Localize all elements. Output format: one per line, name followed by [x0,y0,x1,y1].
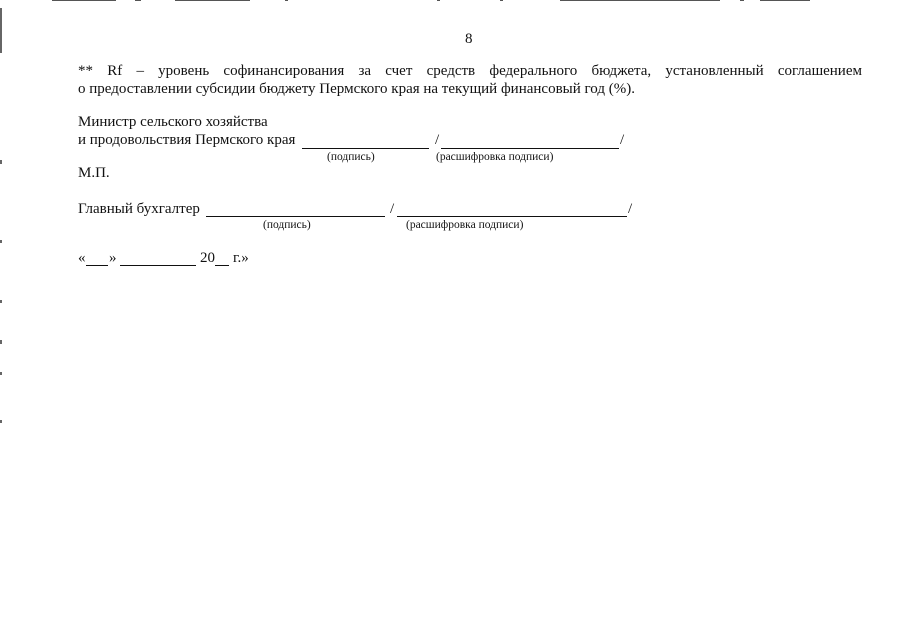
minister-slash-open: / [435,132,440,148]
date-open-quote: « [78,250,86,266]
minister-decoding-caption: (расшифровка подписи) [436,151,554,163]
accountant-signature-line [206,216,385,217]
date-year-suffix: г.» [233,250,249,266]
accountant-slash-close: / [628,201,633,217]
date-day-line [86,265,108,266]
date-year-line [215,265,229,266]
page-number: 8 [465,31,473,47]
date-year-prefix: 20 [200,250,215,266]
stamp-place-label: М.П. [78,165,110,181]
footnote-line-2: о предоставлении субсидии бюджету Пермского края на текущий финансовый год (%). [78,81,635,97]
minister-title-line-1: Министр сельского хозяйства [78,114,268,130]
accountant-decoding-line [397,216,627,217]
minister-decoding-line [441,148,619,149]
minister-slash-close: / [620,132,625,148]
scan-edge-top [0,0,905,3]
minister-signature-caption: (подпись) [327,151,375,163]
footnote-line-1: ** Rf – уровень софинансирования за счет средств федерального бюджета, установленный соглашением [78,63,862,79]
accountant-decoding-caption: (расшифровка подписи) [406,219,524,231]
minister-signature-line [302,148,429,149]
accountant-title: Главный бухгалтер [78,201,200,217]
scan-edge-left [0,0,2,640]
minister-title-line-2: и продовольствия Пермского края [78,132,296,148]
accountant-slash-open: / [390,201,395,217]
footnote [78,62,862,98]
date-month-line [120,265,196,266]
date-close-quote: » [109,250,117,266]
accountant-signature-caption: (подпись) [263,219,311,231]
